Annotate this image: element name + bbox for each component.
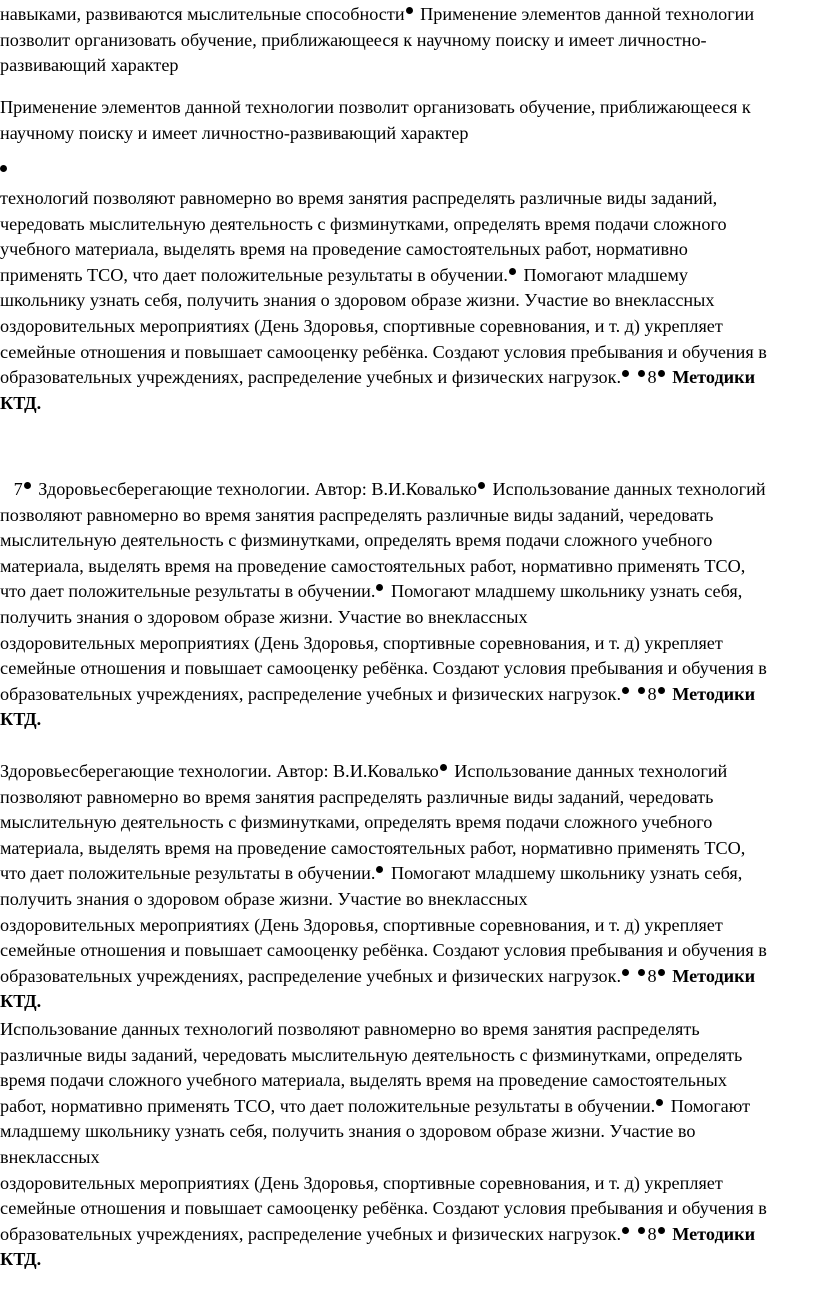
text-line xyxy=(0,964,812,990)
text-run: 8 xyxy=(647,965,657,986)
text-run: Помогают младшему школьнику узнать себя, xyxy=(386,863,743,884)
bullet-icon xyxy=(622,969,629,976)
bold-heading: КТД. xyxy=(0,991,42,1012)
bullet-icon xyxy=(658,687,665,694)
text-run: 8 xyxy=(647,683,657,704)
text-run: Использование данных технологий xyxy=(449,761,728,781)
paragraph-3 xyxy=(0,160,812,186)
text-run: образовательных учреждениях, распределение учебных и физических нагрузок. xyxy=(0,683,621,704)
text-line: научному поиску и имеет личностно-развивающий характер xyxy=(0,122,469,143)
text-line: оздоровительных мероприятиях (День Здоровья, спортивные соревнования, и т. д) укрепляет xyxy=(0,632,723,653)
bold-heading: Методики xyxy=(667,367,756,388)
text-run: 8 xyxy=(647,367,657,388)
text-line: школьнику узнать себя, получить знания о здоровом образе жизни. Участие во внеклассных xyxy=(0,290,715,311)
bold-heading: КТД. xyxy=(0,392,42,413)
bullet-icon xyxy=(478,482,485,489)
text-line: позволит организовать обучение, приближающееся к научному поиску и имеет личностно- xyxy=(0,29,707,50)
text-line xyxy=(0,2,812,28)
text-line xyxy=(0,861,812,887)
text-line: мыслительную деятельность с физминутками, определять время подачи сложного учебного xyxy=(0,812,713,833)
text-run: что дает положительные результаты в обучении. xyxy=(0,863,376,884)
text-run: Помогают младшему xyxy=(518,264,688,285)
bold-heading: Методики xyxy=(667,1223,756,1244)
text-line: различные виды заданий, чередовать мыслительную деятельность с физминутками, определять xyxy=(0,1044,743,1065)
paragraph-5 xyxy=(0,477,812,733)
bullet-icon xyxy=(658,969,665,976)
bullet-icon xyxy=(638,1227,645,1234)
text-line: чередовать мыслительную деятельность с физминутками, определять время подачи сложного xyxy=(0,213,727,234)
bullet-icon xyxy=(638,687,645,694)
text-run: Здоровьесберегающие технологии. Автор: В.И.Ковалько xyxy=(33,479,477,499)
text-run: Применение элементов данной технологии xyxy=(415,4,755,24)
paragraph-7 xyxy=(0,1017,812,1273)
text-run: образовательных учреждениях, распределение учебных и физических нагрузок. xyxy=(0,965,621,986)
bullet-icon xyxy=(638,370,645,377)
text-line: семейные отношения и повышает самооценку ребёнка. Создают условия пребывания и обучения в xyxy=(0,1198,767,1219)
bold-heading: Методики xyxy=(667,965,756,986)
text-line: время подачи сложного учебного материала, выделять время на проведение самостоятельных xyxy=(0,1070,727,1091)
text-run: навыками, развиваются мыслительные способности xyxy=(0,4,405,24)
text-line: получить знания о здоровом образе жизни. Участие во внеклассных xyxy=(0,888,528,909)
bold-heading: КТД. xyxy=(0,709,42,730)
bold-heading: Методики xyxy=(667,683,756,704)
text-run: образовательных учреждениях, распределение учебных и физических нагрузок. xyxy=(0,1223,621,1244)
text-line xyxy=(0,263,812,289)
text-line: семейные отношения и повышает самооценку ребёнка. Создают условия пребывания и обучения в xyxy=(0,341,767,362)
bullet-icon xyxy=(406,7,413,14)
bullet-icon xyxy=(638,969,645,976)
text-line: позволяют равномерно во время занятия распределять различные виды заданий, чередовать xyxy=(0,786,714,807)
bullet-icon xyxy=(622,370,629,377)
text-line: развивающий характер xyxy=(0,55,179,76)
bullet-icon xyxy=(658,1227,665,1234)
text-run: что дает положительные результаты в обучении. xyxy=(0,581,376,602)
text-run: образовательных учреждениях, распределение учебных и физических нагрузок. xyxy=(0,367,621,388)
text-line: технологий позволяют равномерно во время занятия распределять различные виды заданий, xyxy=(0,188,718,208)
text-line: семейные отношения и повышает самооценку ребёнка. Создают условия пребывания и обучения в xyxy=(0,658,767,679)
bullet-icon xyxy=(24,482,31,489)
text-line: Применение элементов данной технологии позволит организовать обучение, приближающееся к xyxy=(0,97,751,117)
text-line: оздоровительных мероприятиях (День Здоровья, спортивные соревнования, и т. д) укрепляет xyxy=(0,315,723,336)
text-line: учебного материала, выделять время на проведение самостоятельных работ, нормативно xyxy=(0,239,688,260)
text-run: Помогают младшему школьнику узнать себя, xyxy=(386,581,743,602)
paragraph-2 xyxy=(0,95,812,146)
text-run: Использование данных технологий xyxy=(487,479,766,499)
bullet-icon xyxy=(509,268,516,275)
text-line: позволяют равномерно во время занятия распределять различные виды заданий, чередовать xyxy=(0,504,714,525)
text-line: оздоровительных мероприятиях (День Здоровья, спортивные соревнования, и т. д) укрепляет xyxy=(0,914,723,935)
text-line xyxy=(0,365,812,391)
bullet-icon xyxy=(376,584,383,591)
bullet-icon xyxy=(440,764,447,771)
text-run: Помогают xyxy=(666,1095,751,1116)
text-line: получить знания о здоровом образе жизни. Участие во внеклассных xyxy=(0,606,528,627)
text-line xyxy=(0,477,812,503)
text-line xyxy=(0,1222,812,1248)
text-line xyxy=(0,579,812,605)
text-line xyxy=(0,682,812,708)
text-run: 8 xyxy=(647,1223,657,1244)
text-run: применять ТСО, что дает положительные результаты в обучении. xyxy=(0,264,508,285)
text-line: мыслительную деятельность с физминутками, определять время подачи сложного учебного xyxy=(0,530,713,551)
text-line: материала, выделять время на проведение самостоятельных работ, нормативно применять ТСО, xyxy=(0,837,746,858)
text-line xyxy=(0,1094,812,1120)
text-line: младшему школьнику узнать себя, получить знания о здоровом образе жизни. Участие во xyxy=(0,1121,696,1142)
bullet-icon xyxy=(622,1227,629,1234)
text-line: оздоровительных мероприятиях (День Здоровья, спортивные соревнования, и т. д) укрепляет xyxy=(0,1172,723,1193)
text-line: Использование данных технологий позволяют равномерно во время занятия распределять xyxy=(0,1019,700,1039)
text-run: 7 xyxy=(0,479,23,499)
paragraph-4 xyxy=(0,186,812,416)
bullet-icon xyxy=(376,866,383,873)
bold-heading: КТД. xyxy=(0,1249,42,1270)
paragraph-6 xyxy=(0,759,812,1015)
text-run: Здоровьесберегающие технологии. Автор: В.И.Ковалько xyxy=(0,761,439,781)
text-line: семейные отношения и повышает самооценку ребёнка. Создают условия пребывания и обучения в xyxy=(0,940,767,961)
text-line: внеклассных xyxy=(0,1146,100,1167)
text-line xyxy=(0,160,812,186)
bullet-icon xyxy=(658,370,665,377)
text-line xyxy=(0,759,812,785)
text-run: работ, нормативно применять ТСО, что дает положительные результаты в обучении. xyxy=(0,1095,656,1116)
text-line: материала, выделять время на проведение самостоятельных работ, нормативно применять ТСО, xyxy=(0,555,746,576)
bullet-icon xyxy=(0,165,7,172)
bullet-icon xyxy=(656,1099,663,1106)
bullet-icon xyxy=(622,687,629,694)
paragraph-1 xyxy=(0,2,812,79)
